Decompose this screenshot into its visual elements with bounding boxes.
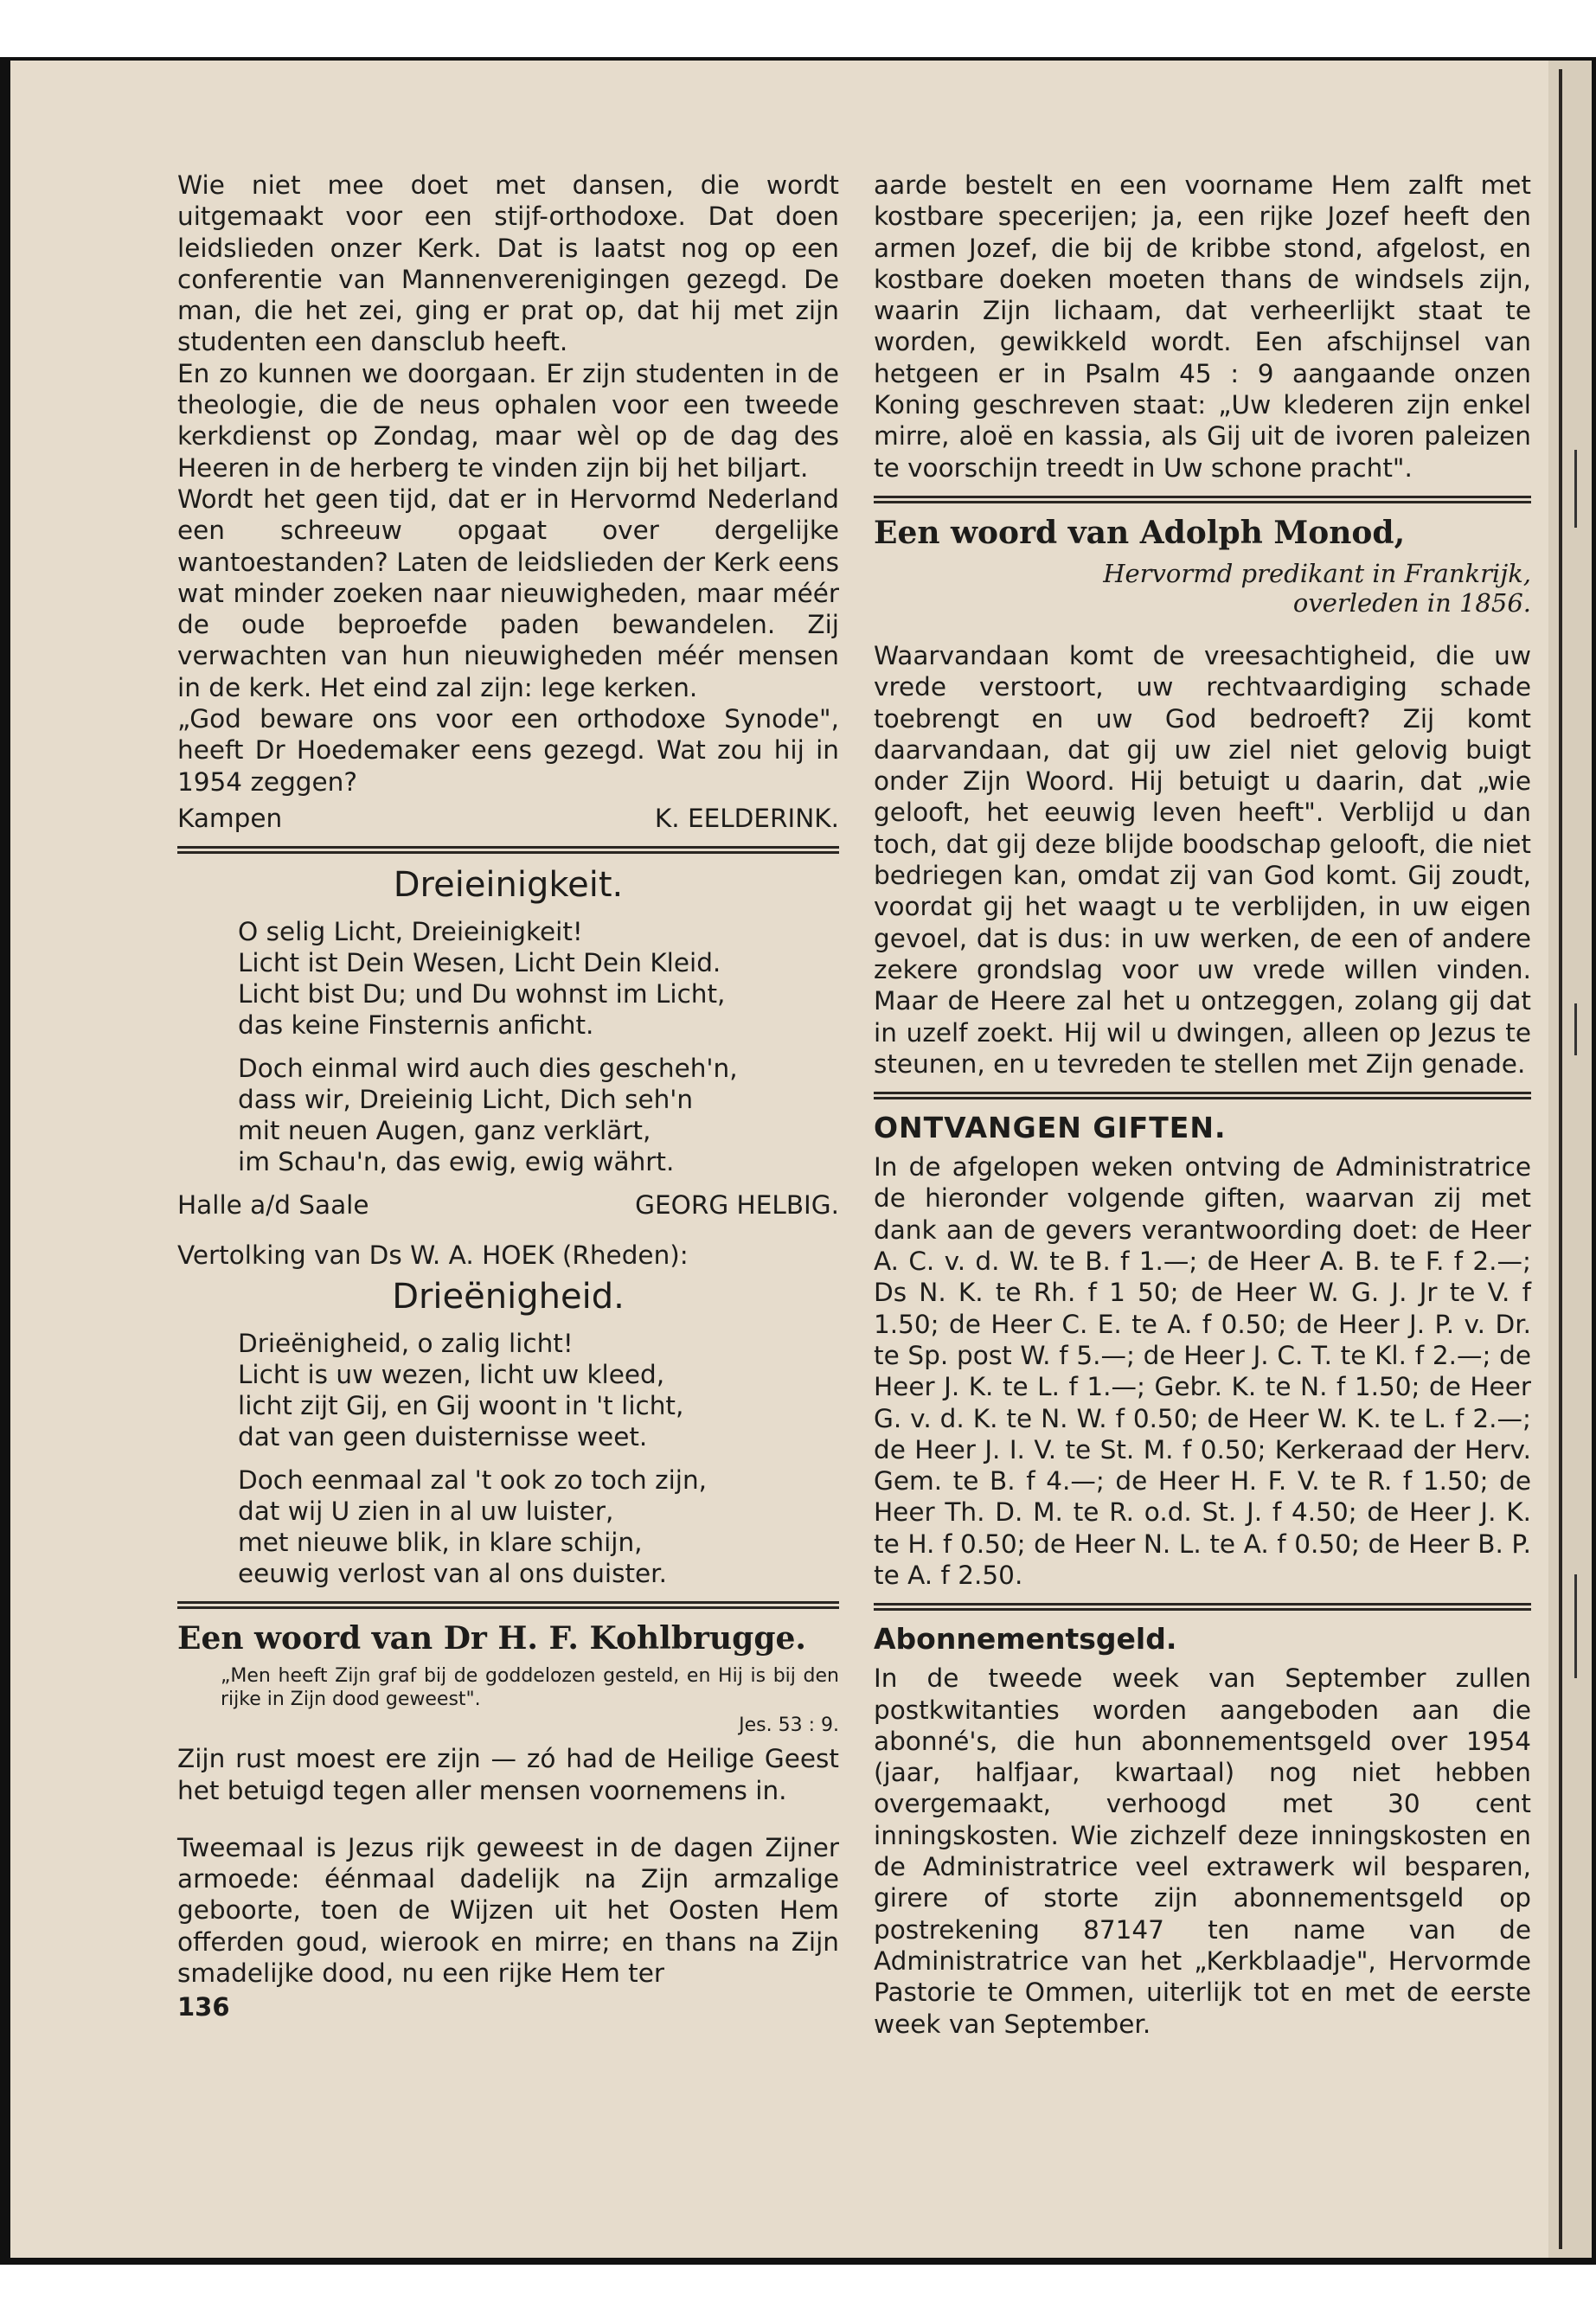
poem-title: Drieënigheid. [392, 1277, 625, 1317]
signature-place: Kampen [177, 803, 283, 833]
gutter-mark [1574, 450, 1577, 528]
paragraph: In de tweede week van September zullen postkwitanties worden aangeboden aan die abonné's, die hun abonnementsgeld over 1954 (jaar, halfjaar, kwartaal) nog niet hebben overgemaakt, verhoogd met 30 cent inningskosten. Wie zichzelf deze inningskosten en de Administratrice veel extrawerk wil besparen, girere of storte zijn abonnementsgeld op postrekening 87147 ten name van de Administratrice van het „Kerkblaadje", Hervormde Pastorie te Ommen, uiterlijk tot en met de eerste week van September. [874, 1663, 1531, 2039]
paragraph: En zo kunnen we doorgaan. Er zijn studenten in de theologie, die de neus ophalen voor een tweede kerkdienst op Zondag, maar wèl op de dag des Heeren in de herberg te vinden zijn bij het biljart. [177, 358, 839, 483]
gutter-mark [1574, 1003, 1577, 1055]
poem-line: met nieuwe blik, in klare schijn, [238, 1528, 643, 1558]
divider [177, 1601, 839, 1604]
divider [874, 496, 1531, 498]
divider [177, 846, 839, 849]
stanza [238, 1053, 839, 1177]
signature [177, 803, 839, 834]
divider [874, 1603, 1531, 1606]
section-title: Een woord van Adolph Monod, [874, 514, 1406, 551]
paragraph: Zijn rust moest ere zijn — zó had de Heilige Geest het betuigd tegen aller mensen voornemens in. [177, 1744, 839, 1805]
poem-line: Licht is uw wezen, licht uw kleed, [238, 1360, 665, 1390]
gutter-line [1559, 69, 1562, 2249]
poem-line: Licht bist Du; und Du wohnst im Licht, [238, 978, 726, 1009]
poem-title: Dreieinigkeit. [393, 864, 624, 905]
stanza [238, 1328, 839, 1452]
poem-line: O selig Licht, Dreieinigkeit! [238, 916, 583, 946]
poem-line: dass wir, Dreieinig Licht, Dich seh'n [238, 1084, 694, 1114]
poem [238, 916, 839, 1177]
attribution-place: Halle a/d Saale [177, 1189, 369, 1220]
paragraph: „God beware ons voor een orthodoxe Synode", heeft Dr Hoedemaker eens gezegd. Wat zou hij in 1954 zeggen? [177, 704, 839, 797]
translation-note: Vertolking van Ds W. A. HOEK (Rheden): [177, 1240, 689, 1270]
scan-top-margin [0, 0, 1596, 57]
paragraph: Wordt het geen tijd, dat er in Hervormd Nederland een schreeuw opgaat over dergelijke wantoestanden? Laten de leidslieden der Kerk eens wat minder zoeken naar nieuwigheden, maar méér de oude beproefde paden bewandelen. Zij verwachten van hun nieuwigheden méér mensen in de kerk. Het eind zal zijn: lege kerken. [177, 484, 839, 702]
poem-line: im Schau'n, das ewig, ewig währt. [238, 1146, 675, 1176]
section-subtitle [874, 559, 1531, 618]
section-title: ONTVANGEN GIFTEN. [874, 1111, 1227, 1145]
divider [874, 1092, 1531, 1094]
poem-line: dat van geen duisternisse weet. [238, 1422, 648, 1452]
paragraph: Wie niet mee doet met dansen, die wordt uitgemaakt voor een stijf-orthodoxe. Dat doen leidslieden onzer Kerk. Dat is laatst nog op een conferentie van Mannenverenigingen gezegd. De man, die het zei, ging er prat op, dat hij met zijn studenten een dansclub heeft. [177, 170, 839, 357]
paragraph: In de afgelopen weken ontving de Administratrice de hieronder volgende giften, waarvan zij met dank aan de gevers verantwoording doet: de Heer A. C. v. d. W. te B. f 1.—; de Heer A. B. te F. f 2.—; Ds N. K. te Rh. f 1 50; de Heer W. G. J. Jr te V. f 1.50; de Heer C. E. te A. f 0.50; de Heer J. P. v. Dr. te Sp. post W. f 5.—; de Heer J. C. T. te Kl. f 2.—; de Heer J. K. te L. f 1.—; Gebr. K. te N. f 1.50; de Heer G. v. d. K. te N. W. f 0.50; de Heer W. K. te L. f 2.—; de Heer J. I. V. te St. M. f 0.50; Kerkeraad der Herv. Gem. te B. f 4.—; de Heer H. F. V. te R. f 1.50; de Heer Th. D. M. te R. o.d. St. J. f 4.50; de Heer J. K. te H. f 0.50; de Heer N. L. te A. f 0.50; de Heer B. P. te A. f 2.50. [874, 1152, 1531, 1590]
scripture-reference: Jes. 53 : 9. [739, 1715, 839, 1737]
subtitle-line: overleden in 1856. [1292, 587, 1531, 618]
poem-attribution [177, 1189, 839, 1221]
poem-line: mit neuen Augen, ganz verklärt, [238, 1115, 651, 1145]
scripture-quote: „Men heeft Zijn graf bij de goddelozen gesteld, en Hij is bij den rijke in Zijn dood geweest". [221, 1665, 839, 1711]
poem-line: Licht ist Dein Wesen, Licht Dein Kleid. [238, 947, 721, 977]
poem [238, 1328, 839, 1589]
poem-line: Doch eenmaal zal 't ook zo toch zijn, [238, 1465, 708, 1496]
left-column [177, 170, 839, 2022]
book-gutter [1548, 61, 1592, 2258]
gutter-mark [1574, 1574, 1577, 1678]
poem-line: Drieënigheid, o zalig licht! [238, 1329, 574, 1359]
poem-line: dat wij U zien in al uw luister, [238, 1497, 614, 1527]
paragraph: Tweemaal is Jezus rijk geweest in de dagen Zijner armoede: éénmaal dadelijk na Zijn armzalige geboorte, toen de Wijzen uit het Oosten Hem offerden goud, wierook en mirre; en thans na Zijn smadelijke dood, nu een rijke Hem ter [177, 1832, 839, 1989]
subtitle-line: Hervormd predikant in Frankrijk, [1103, 558, 1531, 588]
page-number: 136 [177, 1992, 230, 2022]
poem-line: Doch einmal wird auch dies gescheh'n, [238, 1053, 738, 1083]
right-column [874, 170, 1531, 2040]
poem-line: eeuwig verlost van al ons duister. [238, 1559, 667, 1589]
spacer [177, 1806, 839, 1832]
stanza [238, 1465, 839, 1589]
poem-line: licht zijt Gij, en Gij woont in 't licht, [238, 1391, 684, 1421]
stanza [238, 916, 839, 1041]
paragraph: aarde bestelt en een voorname Hem zalft met kostbare specerijen; ja, een rijke Jozef heeft den armen Jozef, die bij de kribbe stond, afgelost, en kostbare doeken moeten thans de windsels zijn, waarin Zijn lichaam, dat verheerlijkt staat te worden, gewikkeld wordt. Een afschijnsel van hetgeen er in Psalm 45 : 9 aangaande onzen Koning geschreven staat: „Uw klederen zijn enkel mirre, aloë en kassia, als Gij uit de ivoren paleizen te voorschijn treedt in Uw schone pracht". [874, 170, 1531, 483]
attribution-author: GEORG HELBIG. [635, 1189, 839, 1220]
section-title: Abonnementsgeld. [874, 1622, 1177, 1657]
section-title: Een woord van Dr H. F. Kohlbrugge. [177, 1620, 806, 1657]
signature-name: K. EELDERINK. [654, 803, 839, 833]
paragraph: Waarvandaan komt de vreesachtigheid, die uw vrede verstoort, uw rechtvaardiging schade toebrengt en uw God bedroeft? Zij komt daarvandaan, dat gij uw ziel niet gelovig buigt onder Zijn Woord. Hij betuigt u daarin, dat „wie gelooft, het eeuwig leven heeft". Verblijd u dan toch, dat gij deze blijde boodschap gelooft, die niet bedriegen kan, omdat zij van God komt. Gij zoudt, voordat gij het waagt u te verblijden, in uw eigen gevoel, dat is dus: in uw werken, de een of andere zekere grondslag voor uw vrede willen vinden. Maar de Heere zal het u ontzeggen, zolang gij dat in uzelf zoekt. Hij wil u dwingen, alleen op Jezus te steunen, en u tevreden te stellen met Zijn genade. [874, 640, 1531, 1079]
poem-line: das keine Finsternis anficht. [238, 1009, 594, 1040]
